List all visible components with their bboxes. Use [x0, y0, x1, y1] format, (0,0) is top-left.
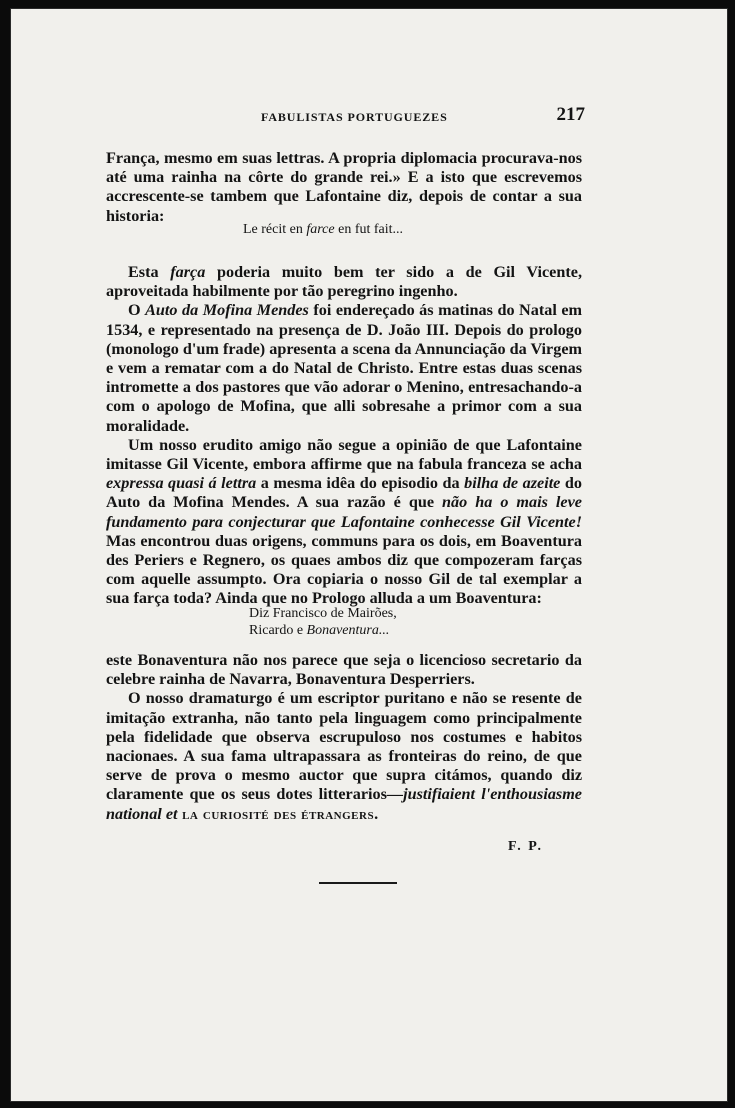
quotation-italic: farce — [306, 222, 335, 237]
paragraph-2: Esta farça poderia muito bem ter sido a de Gil Vicente, aproveitada habilmente por tão peregrino ingenho. — [106, 263, 582, 301]
author-signature: F. P. — [508, 839, 544, 854]
paragraph-4: Um nosso erudito amigo não segue a opinião de que Lafontaine imitasse Gil Vicente, embora affirme que na fabula franceza se acha expressa quasi á lettra a mesma idêa do episodio da bilha de azeite do Auto da Mofina Mendes. A sua razão é que não ha o mais leve fundamento para conjecturar que Lafontaine conhecesse Gil Vicente! Mas encontrou duas origens, communs para os dois, em Boaventura des Periers e Regnero, os quaes ambos diz que compozeram farças com aquelle assumpto. Ora copiaria o nosso Gil de tal exemplar a sua farça toda? Ainda que no Prologo alluda a um Boaventura: — [106, 435, 582, 608]
paragraph-5: este Bonaventura não nos parece que seja o licencioso secretario da celebre rainha de Navarra, Bonaventura Desperriers. — [106, 651, 582, 689]
closing-text — [106, 651, 582, 824]
paragraph-6: O nosso dramaturgo é um escriptor puritano e não se resente de imitação extranha, não tanto pela linguagem como principalmente pela fidelidade que observa escrupuloso nos costumes e habitos nacionaes. A sua fama ultrapassara as fronteiras do reino, de que serve de prova o mesmo auctor que supra citámos, quando diz claramente que os seus dotes litterarios—justifiaient l'enthousiasme national et la curiosité des étrangers. — [106, 689, 582, 823]
page-number: 217 — [556, 104, 585, 125]
quotation-line-2: Ricardo e Bonaventura... — [249, 623, 390, 638]
body-text — [106, 263, 582, 609]
paragraph-1-text: França, mesmo em suas lettras. A propria diplomacia procurava-nos até uma rainha na côrte do grande rei.» E a isto que escrevemos accrescente-se tambem que Lafontaine diz, depois de contar a sua historia: — [106, 149, 582, 225]
quotation-text: Le récit en — [243, 222, 307, 237]
quotation-prologo — [249, 605, 397, 639]
end-rule — [319, 882, 397, 884]
page-header — [233, 104, 593, 128]
running-title: FABULISTAS PORTUGUEZES — [261, 110, 448, 124]
paragraph-3: O Auto da Mofina Mendes foi endereçado ás matinas do Natal em 1534, e representado na presença de D. João III. Depois do prologo (monologo d'um frade) apresenta a scena da Annunciação da Virgem e vem a rematar com a do Natal de Christo. Entre estas duas scenas intromette a dos pastores que vão adorar o Menino, entresachando-a com o apologo de Mofina, que alli sobresahe a primor com a sua moralidade. — [106, 301, 582, 435]
quotation-farce — [243, 221, 403, 238]
quotation-text-end: en fut fait... — [334, 222, 404, 237]
book-page — [10, 8, 728, 1102]
paragraph-1 — [106, 149, 582, 226]
quotation-line-1: Diz Francisco de Mairões, — [249, 606, 397, 621]
